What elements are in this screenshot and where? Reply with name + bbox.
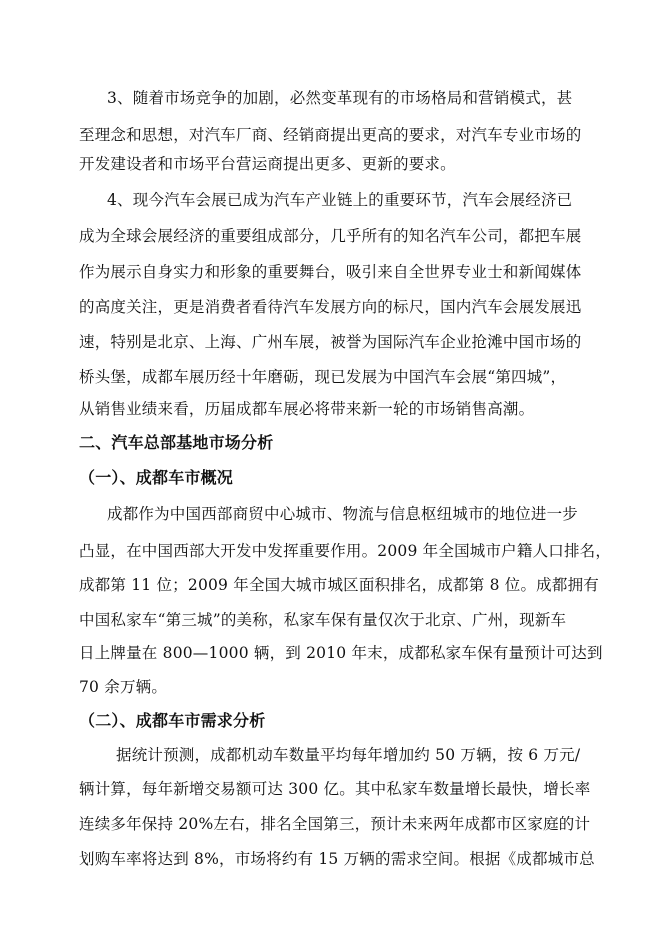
text-line: 桥头堡，成都车展历经十年磨砺，现已发展为中国汽车会展“第四城”， [79,368,567,386]
section-heading: 二、汽车总部基地市场分析 [79,433,274,452]
text-line: 划购车率将达到 8%，市场将约有 15 万辆的需求空间。根据《成都城市总 [79,850,595,868]
text-line: 连续多年保持 20%左右，排名全国第三，预计未来两年成都市区家庭的计 [79,815,591,833]
text-line: 速，特别是北京、上海、广州车展，被誉为国际汽车企业抢滩中国市场的 [79,333,582,351]
text-line: 至理念和思想，对汽车厂商、经销商提出更高的要求，对汽车专业市场的 [79,126,582,144]
text-line: 作为展示自身实力和形象的重要舞台，吸引来自全世界专业士和新闻媒体 [79,263,582,281]
text-line: 开发建设者和市场平台营运商提出更多、更新的要求。 [79,155,456,173]
text-line: 4、现今汽车会展已成为汽车产业链上的重要环节，汽车会展经济已 [107,191,573,209]
text-line: 成都作为中国西部商贸中心城市、物流与信息枢纽城市的地位进一步 [107,505,579,523]
text-line: 从销售业绩来看，历届成都车展必将带来新一轮的市场销售高潮。 [79,400,535,418]
text-line: 辆计算，每年新增交易额可达 300 亿。其中私家车数量增长最快，增长率 [79,780,591,798]
text-line: 3、随着市场竞争的加剧，必然变革现有的市场格局和营销模式，甚 [107,89,573,107]
text-line: 日上牌量在 800—1000 辆，到 2010 年末，成都私家车保有量预计可达到 [79,644,603,662]
text-line: 据统计预测，成都机动车数量平均每年增加约 50 万辆，按 6 万元/ [116,746,581,764]
text-line: 70 余万辆。 [79,678,168,696]
subsection-heading: （一）、成都车市概况 [79,468,234,487]
text-line: 的高度关注，更是消费者看待汽车发展方向的标尺，国内汽车会展发展迅 [79,298,582,316]
text-line: 凸显，在中国西部大开发中发挥重要作用。2009 年全国城市户籍人口排名， [79,542,612,560]
text-line: 中国私家车“第三城”的美称，私家车保有量仅次于北京、广州，现新车 [79,611,567,629]
subsection-heading: （二）、成都车市需求分析 [79,711,266,730]
text-line: 成都第 11 位；2009 年全国大城市城区面积排名，成都第 8 位。成都拥有 [79,576,599,594]
text-line: 成为全球会展经济的重要组成部分，几乎所有的知名汽车公司，都把车展 [79,227,582,245]
